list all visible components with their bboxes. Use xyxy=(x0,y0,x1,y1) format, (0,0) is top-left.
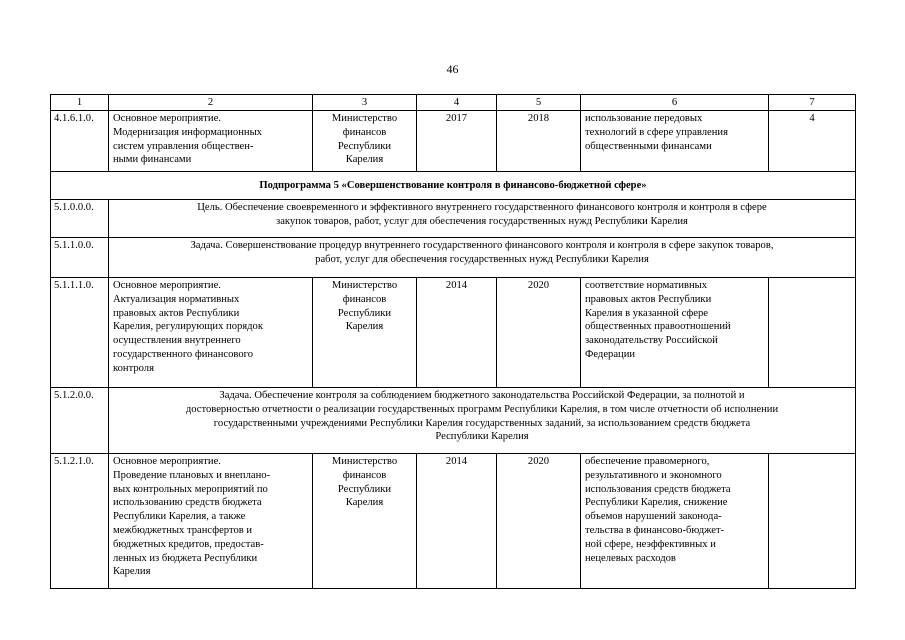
text-line: нецелевых расходов xyxy=(585,552,676,564)
start-year: 2017 xyxy=(417,111,497,172)
table-row xyxy=(51,278,856,388)
task-text xyxy=(109,388,856,454)
goal-text xyxy=(109,200,856,238)
text-line: общественных правоотношений xyxy=(585,321,731,333)
indicator-link: 4 xyxy=(769,111,856,172)
row-code: 4.1.6.1.0. xyxy=(51,111,109,172)
header-cell: 7 xyxy=(769,95,856,111)
activity-name xyxy=(109,454,313,589)
executor xyxy=(313,454,417,589)
text-line: достоверностью отчетности о реализации государственных программ Республики Карелия, в том числе отчетности об исполнении xyxy=(185,403,779,415)
text-line: соответствие нормативных xyxy=(585,280,708,291)
text-line: закупок товаров, работ, услуг для обеспечения государственных нужд Республики Карелия xyxy=(276,215,688,227)
text-line: контроля xyxy=(113,362,154,374)
text-line: Карелия xyxy=(345,321,384,333)
activity-name xyxy=(109,278,313,388)
header-row xyxy=(51,95,856,111)
row-code: 5.1.2.0.0. xyxy=(51,388,109,454)
text-line: межбюджетных трансфертов и xyxy=(113,524,253,536)
indicator-link xyxy=(769,278,856,388)
text-line: ной сфере, неэффективных и xyxy=(585,538,716,550)
text-line: использованию средств бюджета xyxy=(113,497,262,509)
text-line: вых контрольных мероприятий по xyxy=(113,483,268,495)
activity-name xyxy=(109,111,313,172)
text-line: бюджетных кредитов, предостав- xyxy=(113,538,264,550)
row-code: 5.1.1.0.0. xyxy=(51,238,109,278)
text-line: Основное мероприятие. xyxy=(113,456,221,467)
text-line: тельства в финансово-бюджет- xyxy=(585,524,725,536)
task-row xyxy=(51,238,856,278)
text-line: Карелия xyxy=(345,497,384,509)
activities-table xyxy=(50,94,856,589)
expected-result xyxy=(581,454,769,589)
end-year: 2020 xyxy=(497,278,581,388)
text-line: Карелия в указанной сфере xyxy=(585,307,708,319)
text-line: использование передовых xyxy=(585,113,703,124)
text-line: государственными учреждениями Республики Карелия государственных заданий, за использованием средств бюджета xyxy=(213,417,751,429)
text-line: Республики Карелия, снижение xyxy=(585,497,728,509)
header-cell: 3 xyxy=(313,95,417,111)
executor xyxy=(313,111,417,172)
subprogram-row xyxy=(51,172,856,200)
text-line: работ, услуг для обеспечения государственных нужд Республики Карелия xyxy=(315,253,649,265)
text-line: Республики xyxy=(337,483,392,495)
end-year: 2020 xyxy=(497,454,581,589)
text-line: Актуализация нормативных xyxy=(113,293,240,305)
header-cell: 1 xyxy=(51,95,109,111)
text-line: обеспечение правомерного, xyxy=(585,456,710,467)
task-text xyxy=(109,238,856,278)
text-line: Основное мероприятие. xyxy=(113,280,221,291)
text-line: Министерство xyxy=(331,456,398,467)
indicator-link xyxy=(769,454,856,589)
text-line: Модернизация информационных xyxy=(113,126,262,138)
text-line: результативного и экономного xyxy=(585,469,722,481)
text-line: Федерации xyxy=(585,348,636,360)
text-line: Министерство xyxy=(331,113,398,124)
text-line: Основное мероприятие. xyxy=(113,113,221,124)
text-line: технологий в сфере управления xyxy=(585,126,728,138)
task-row xyxy=(51,388,856,454)
text-line: Задача. Совершенствование процедур внутреннего государственного финансового контроля и контроля в сфере закупок товаров, xyxy=(190,240,774,251)
text-line: финансов xyxy=(342,293,387,305)
page-number: 46 xyxy=(446,62,459,76)
text-line: осуществления внутреннего xyxy=(113,335,241,347)
text-line: систем управления обществен- xyxy=(113,140,254,152)
subprogram-title: Подпрограмма 5 «Совершенствование контроля в финансово-бюджетной сфере» xyxy=(51,172,856,200)
header-cell: 2 xyxy=(109,95,313,111)
row-code: 5.1.2.1.0. xyxy=(51,454,109,589)
header-cell: 6 xyxy=(581,95,769,111)
text-line: Карелия xyxy=(345,154,384,166)
text-line: объемов нарушений законода- xyxy=(585,511,722,523)
goal-row xyxy=(51,200,856,238)
text-line: Карелия, регулирующих порядок xyxy=(113,321,263,333)
table-row xyxy=(51,454,856,589)
text-line: использования средств бюджета xyxy=(585,483,731,495)
expected-result xyxy=(581,111,769,172)
text-line: правовых актов Республики xyxy=(113,307,240,319)
expected-result xyxy=(581,278,769,388)
header-cell: 4 xyxy=(417,95,497,111)
text-line: правовых актов Республики xyxy=(585,293,712,305)
start-year: 2014 xyxy=(417,278,497,388)
text-line: финансов xyxy=(342,126,387,138)
text-line: общественными финансами xyxy=(585,140,712,152)
text-line: Министерство xyxy=(331,280,398,291)
text-line: Республики Карелия, а также xyxy=(113,511,246,523)
start-year: 2014 xyxy=(417,454,497,589)
text-line: Республики Карелия xyxy=(435,431,529,443)
table-row xyxy=(51,111,856,172)
text-line: ными финансами xyxy=(113,154,192,166)
text-line: Задача. Обеспечение контроля за соблюдением бюджетного законодательства Российской Федерации, за полнотой и xyxy=(219,390,745,401)
text-line: ленных из бюджета Республики xyxy=(113,552,258,564)
row-code: 5.1.1.1.0. xyxy=(51,278,109,388)
end-year: 2018 xyxy=(497,111,581,172)
text-line: законодательству Российской xyxy=(585,335,718,347)
text-line: финансов xyxy=(342,469,387,481)
executor xyxy=(313,278,417,388)
text-line: Проведение плановых и внеплано- xyxy=(113,469,271,481)
text-line: Карелия xyxy=(113,566,151,578)
text-line: государственного финансового xyxy=(113,348,254,360)
header-cell: 5 xyxy=(497,95,581,111)
text-line: Республики xyxy=(337,307,392,319)
text-line: Республики xyxy=(337,140,392,152)
text-line: Цель. Обеспечение своевременного и эффективного внутреннего государственного финансового контроля и контроля в сфере xyxy=(197,202,767,213)
row-code: 5.1.0.0.0. xyxy=(51,200,109,238)
